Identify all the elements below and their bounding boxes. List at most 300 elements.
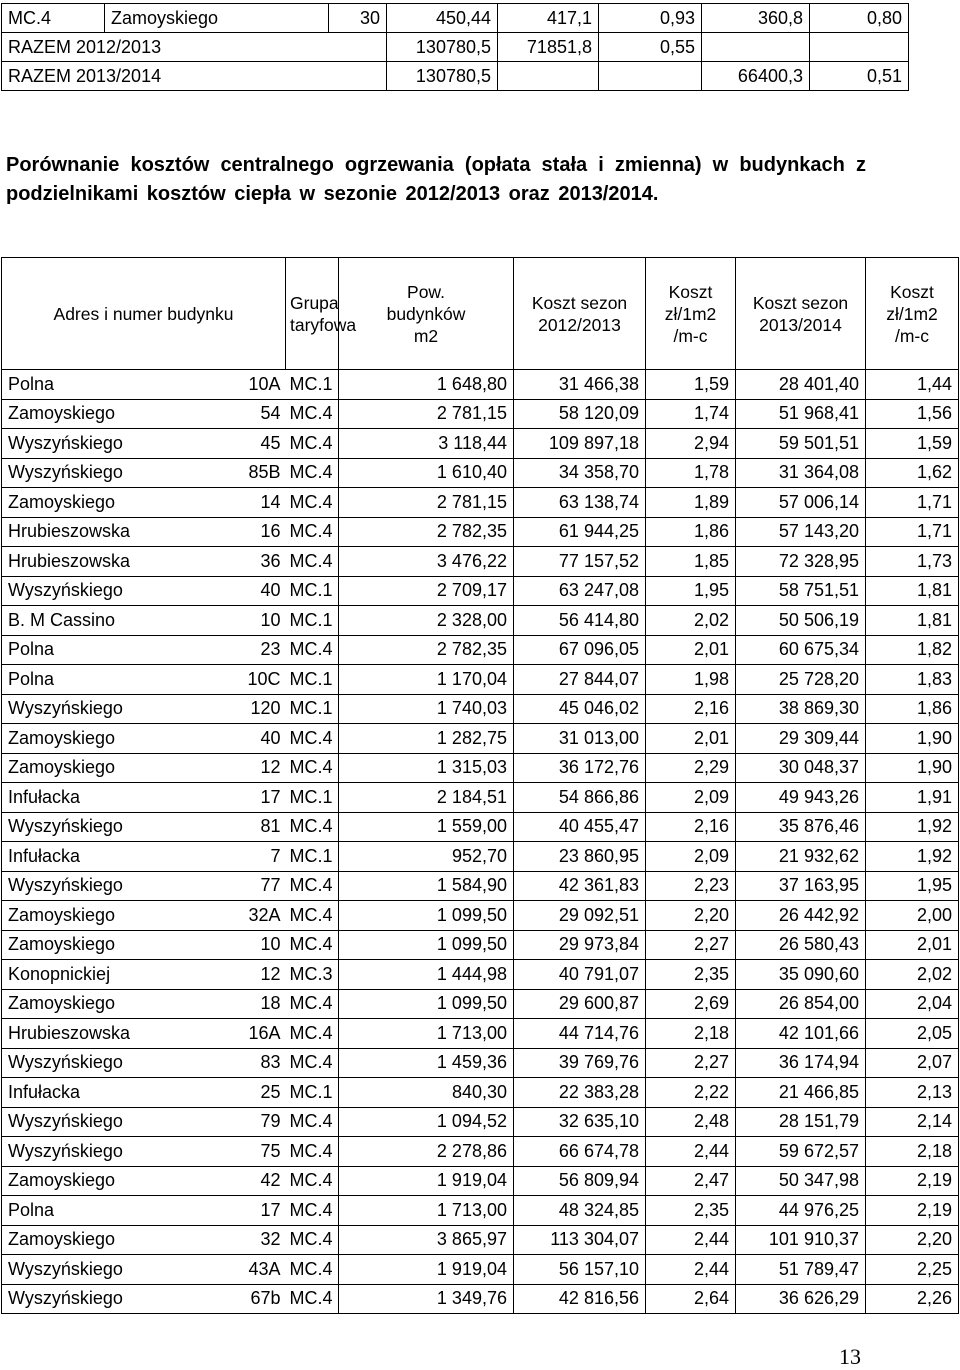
- cell-cost2: 28 401,40: [736, 370, 866, 400]
- cell-rate2: 1,59: [866, 429, 959, 459]
- cell-num: 32: [224, 1225, 286, 1255]
- cell: 130780,5: [387, 33, 498, 62]
- cell-cost2: 31 364,08: [736, 458, 866, 488]
- cell-area: 1 282,75: [339, 724, 514, 754]
- cell-rate1: 2,23: [646, 871, 736, 901]
- summary-row: [2, 62, 909, 91]
- cell-group: MC.3: [286, 960, 339, 990]
- cell-num: 75: [224, 1137, 286, 1167]
- cell-group: MC.4: [286, 1166, 339, 1196]
- cell-street: Wyszyńskiego: [2, 1284, 224, 1314]
- cell-area: 1 584,90: [339, 871, 514, 901]
- cell-cost1: 29 092,51: [514, 901, 646, 931]
- header-cost-2012: Koszt sezon 2012/2013: [514, 258, 646, 370]
- cell-rate1: 1,78: [646, 458, 736, 488]
- cell-rate2: 2,20: [866, 1225, 959, 1255]
- cell-street: Zamoyskiego: [2, 930, 224, 960]
- cell-area: 1 459,36: [339, 1048, 514, 1078]
- cell-group: MC.4: [286, 1107, 339, 1137]
- cell-street: Wyszyńskiego: [2, 1107, 224, 1137]
- table-row: [2, 1137, 959, 1167]
- table-row: [2, 1019, 959, 1049]
- cell-rate1: 2,27: [646, 930, 736, 960]
- cell: 0,80: [810, 4, 909, 33]
- cell-rate1: 2,16: [646, 812, 736, 842]
- cell-street: Zamoyskiego: [2, 901, 224, 931]
- header-row: [2, 258, 959, 370]
- cell-num: 83: [224, 1048, 286, 1078]
- cell-rate1: 2,01: [646, 724, 736, 754]
- cell-rate1: 2,02: [646, 606, 736, 636]
- cell-area: 952,70: [339, 842, 514, 872]
- table-row: [2, 370, 959, 400]
- cell-rate2: 1,71: [866, 488, 959, 518]
- cell-rate2: 1,92: [866, 812, 959, 842]
- cell-group: MC.1: [286, 694, 339, 724]
- cell-area: 1 099,50: [339, 989, 514, 1019]
- cell-street: Hrubieszowska: [2, 547, 224, 577]
- cell: 360,8: [702, 4, 810, 33]
- cell-num: 18: [224, 989, 286, 1019]
- cell: 0,55: [599, 33, 702, 62]
- cell-num: 85B: [224, 458, 286, 488]
- cell-rate1: 2,48: [646, 1107, 736, 1137]
- cell-street: Zamoyskiego: [2, 1225, 224, 1255]
- cell-group: MC.1: [286, 842, 339, 872]
- cell-group: MC.4: [286, 871, 339, 901]
- cell-area: 1 919,04: [339, 1255, 514, 1285]
- cell-area: 2 781,15: [339, 488, 514, 518]
- cell-street: Zamoyskiego: [2, 488, 224, 518]
- cell-rate1: 2,44: [646, 1225, 736, 1255]
- cell-rate1: 1,86: [646, 517, 736, 547]
- cell-cost1: 63 138,74: [514, 488, 646, 518]
- cell-cost1: 56 414,80: [514, 606, 646, 636]
- cell-cost2: 50 506,19: [736, 606, 866, 636]
- cell-cost2: 36 174,94: [736, 1048, 866, 1078]
- cell-rate1: 2,09: [646, 842, 736, 872]
- cell-area: 1 713,00: [339, 1196, 514, 1226]
- cell-rate1: 1,74: [646, 399, 736, 429]
- cell-area: 2 709,17: [339, 576, 514, 606]
- cell: Zamoyskiego: [105, 4, 329, 33]
- cell-rate1: 2,44: [646, 1255, 736, 1285]
- cell-num: 7: [224, 842, 286, 872]
- cell-area: 1 648,80: [339, 370, 514, 400]
- cell-street: Konopnickiej: [2, 960, 224, 990]
- table-row: [2, 1284, 959, 1314]
- table-row: [2, 517, 959, 547]
- cell-rate2: 1,62: [866, 458, 959, 488]
- cell-cost2: 36 626,29: [736, 1284, 866, 1314]
- cell-rate2: 2,04: [866, 989, 959, 1019]
- summary-row: [2, 33, 909, 62]
- cell-group: MC.4: [286, 429, 339, 459]
- cell-rate1: 2,29: [646, 753, 736, 783]
- cell-rate2: 2,25: [866, 1255, 959, 1285]
- cell-area: 3 476,22: [339, 547, 514, 577]
- cell-group: MC.4: [286, 812, 339, 842]
- cell-rate1: 2,69: [646, 989, 736, 1019]
- table-row: [2, 871, 959, 901]
- cell-cost1: 48 324,85: [514, 1196, 646, 1226]
- cell-rate2: 1,56: [866, 399, 959, 429]
- cell-street: Wyszyńskiego: [2, 812, 224, 842]
- cell-group: MC.4: [286, 1137, 339, 1167]
- section-heading: Porównanie kosztów centralnego ogrzewania (opłata stała i zmienna) w budynkach z podzielnikami kosztów ciepła w sezonie 2012/2013 oraz 2013/2014.: [6, 154, 866, 205]
- table-row: [2, 399, 959, 429]
- cell-cost2: 49 943,26: [736, 783, 866, 813]
- cell-rate2: 1,86: [866, 694, 959, 724]
- cell: 71851,8: [498, 33, 599, 62]
- cell-num: 23: [224, 635, 286, 665]
- cell-cost2: 26 442,92: [736, 901, 866, 931]
- cell-rate2: 1,44: [866, 370, 959, 400]
- table-row: [2, 458, 959, 488]
- cell-street: Polna: [2, 635, 224, 665]
- cell-group: MC.4: [286, 1048, 339, 1078]
- cell-street: Zamoyskiego: [2, 399, 224, 429]
- cell-street: Wyszyńskiego: [2, 694, 224, 724]
- cell-cost1: 61 944,25: [514, 517, 646, 547]
- cell-cost2: 50 347,98: [736, 1166, 866, 1196]
- cell-cost1: 39 769,76: [514, 1048, 646, 1078]
- table-row: [2, 901, 959, 931]
- cell-rate2: 2,05: [866, 1019, 959, 1049]
- header-address: Adres i numer budynku: [2, 258, 286, 370]
- cell-cost2: 58 751,51: [736, 576, 866, 606]
- cell-street: Infułacka: [2, 783, 224, 813]
- cell-cost1: 32 635,10: [514, 1107, 646, 1137]
- cost-table: [1, 257, 959, 1314]
- cell-cost2: 21 466,85: [736, 1078, 866, 1108]
- summary-table: [1, 3, 909, 91]
- cell-cost1: 63 247,08: [514, 576, 646, 606]
- cell-group: MC.1: [286, 783, 339, 813]
- cell-cost1: 34 358,70: [514, 458, 646, 488]
- cell-rate2: 2,13: [866, 1078, 959, 1108]
- cell-group: MC.4: [286, 399, 339, 429]
- header-group: Grupa taryfowa: [286, 258, 339, 370]
- cell-area: 1 099,50: [339, 930, 514, 960]
- cell-group: MC.4: [286, 1284, 339, 1314]
- cell-cost2: 72 328,95: [736, 547, 866, 577]
- cell-rate1: 1,89: [646, 488, 736, 518]
- cell-cost1: 54 866,86: [514, 783, 646, 813]
- cell-area: 1 740,03: [339, 694, 514, 724]
- table-row: [2, 1196, 959, 1226]
- cell-cost1: 56 157,10: [514, 1255, 646, 1285]
- cell-cost1: 40 791,07: [514, 960, 646, 990]
- cell-group: MC.4: [286, 547, 339, 577]
- cell-rate1: 2,16: [646, 694, 736, 724]
- cell: [702, 33, 810, 62]
- cell-rate2: 2,00: [866, 901, 959, 931]
- cell-group: MC.4: [286, 635, 339, 665]
- cell-area: 1 713,00: [339, 1019, 514, 1049]
- cell-cost2: 30 048,37: [736, 753, 866, 783]
- cell-num: 14: [224, 488, 286, 518]
- cell-cost2: 57 143,20: [736, 517, 866, 547]
- cell-cost2: 57 006,14: [736, 488, 866, 518]
- table-row: [2, 989, 959, 1019]
- cell-cost2: 28 151,79: [736, 1107, 866, 1137]
- cell-rate2: 1,81: [866, 576, 959, 606]
- cell-cost1: 113 304,07: [514, 1225, 646, 1255]
- table-row: [2, 930, 959, 960]
- cell-rate2: 2,19: [866, 1196, 959, 1226]
- cell-street: Infułacka: [2, 1078, 224, 1108]
- cell-rate1: 2,18: [646, 1019, 736, 1049]
- cell-cost1: 31 466,38: [514, 370, 646, 400]
- summary-row: [2, 4, 909, 33]
- cell-rate1: 1,95: [646, 576, 736, 606]
- cell-rate1: 2,09: [646, 783, 736, 813]
- cell-area: 840,30: [339, 1078, 514, 1108]
- cell-num: 36: [224, 547, 286, 577]
- table-row: [2, 1078, 959, 1108]
- cell-cost2: 35 090,60: [736, 960, 866, 990]
- table-row: [2, 753, 959, 783]
- cell-rate1: 2,35: [646, 960, 736, 990]
- table-row: [2, 606, 959, 636]
- cell-street: Zamoyskiego: [2, 989, 224, 1019]
- cell-area: 1 444,98: [339, 960, 514, 990]
- cell-group: MC.1: [286, 1078, 339, 1108]
- cell-num: 16: [224, 517, 286, 547]
- cell-rate2: 2,26: [866, 1284, 959, 1314]
- cell-num: 10: [224, 606, 286, 636]
- cell-cost1: 31 013,00: [514, 724, 646, 754]
- cell-group: MC.1: [286, 665, 339, 695]
- cell-rate2: 1,83: [866, 665, 959, 695]
- cell-street: Zamoyskiego: [2, 724, 224, 754]
- cell-num: 42: [224, 1166, 286, 1196]
- table-row: [2, 429, 959, 459]
- cell-rate1: 2,94: [646, 429, 736, 459]
- cell-rate2: 2,07: [866, 1048, 959, 1078]
- cell-area: 3 865,97: [339, 1225, 514, 1255]
- table-row: [2, 635, 959, 665]
- cell: 417,1: [498, 4, 599, 33]
- cell-cost1: 40 455,47: [514, 812, 646, 842]
- cell-cost1: 22 383,28: [514, 1078, 646, 1108]
- cell-num: 54: [224, 399, 286, 429]
- cell-area: 2 328,00: [339, 606, 514, 636]
- cell-group: MC.4: [286, 1255, 339, 1285]
- cell-group: MC.4: [286, 901, 339, 931]
- cell-area: 1 094,52: [339, 1107, 514, 1137]
- cell: 450,44: [387, 4, 498, 33]
- cell-cost2: 59 672,57: [736, 1137, 866, 1167]
- cell-street: Wyszyńskiego: [2, 429, 224, 459]
- header-cost-2013: Koszt sezon 2013/2014: [736, 258, 866, 370]
- cell-num: 12: [224, 753, 286, 783]
- cell-street: Polna: [2, 370, 224, 400]
- cell-street: Zamoyskiego: [2, 753, 224, 783]
- cell-num: 10C: [224, 665, 286, 695]
- cell-area: 3 118,44: [339, 429, 514, 459]
- cell-area: 1 315,03: [339, 753, 514, 783]
- cell-group: MC.1: [286, 606, 339, 636]
- cell-num: 77: [224, 871, 286, 901]
- cell-street: Hrubieszowska: [2, 517, 224, 547]
- cell-rate2: 1,73: [866, 547, 959, 577]
- table-row: [2, 694, 959, 724]
- cell-cost1: 23 860,95: [514, 842, 646, 872]
- cell-rate2: 2,01: [866, 930, 959, 960]
- cell-num: 16A: [224, 1019, 286, 1049]
- header-rate-2012: Koszt zł/1m2 /m-c: [646, 258, 736, 370]
- cell-rate1: 2,64: [646, 1284, 736, 1314]
- cell-area: 2 278,86: [339, 1137, 514, 1167]
- cell-area: 1 919,04: [339, 1166, 514, 1196]
- cell-num: 40: [224, 576, 286, 606]
- cell-group: MC.4: [286, 753, 339, 783]
- cell-cost2: 37 163,95: [736, 871, 866, 901]
- cell-num: 67b: [224, 1284, 286, 1314]
- table-row: [2, 1166, 959, 1196]
- cell-num: 17: [224, 1196, 286, 1226]
- cell-street: Hrubieszowska: [2, 1019, 224, 1049]
- cell-group: MC.4: [286, 488, 339, 518]
- cell-num: 79: [224, 1107, 286, 1137]
- cell-cost2: 51 789,47: [736, 1255, 866, 1285]
- cell-cost2: 60 675,34: [736, 635, 866, 665]
- cell-cost1: 56 809,94: [514, 1166, 646, 1196]
- cell-cost1: 36 172,76: [514, 753, 646, 783]
- cell-group: MC.1: [286, 576, 339, 606]
- cell: [599, 62, 702, 91]
- cell-area: 2 782,35: [339, 517, 514, 547]
- cell-group: MC.4: [286, 989, 339, 1019]
- cell-group: MC.4: [286, 458, 339, 488]
- cell-group: MC.4: [286, 1225, 339, 1255]
- cell-rate2: 2,02: [866, 960, 959, 990]
- cell-rate1: 2,22: [646, 1078, 736, 1108]
- cell-cost1: 27 844,07: [514, 665, 646, 695]
- cell-group: MC.4: [286, 930, 339, 960]
- cell-street: Wyszyńskiego: [2, 1137, 224, 1167]
- header-area: Pow. budynków m2: [339, 258, 514, 370]
- cell-area: 2 781,15: [339, 399, 514, 429]
- cell-rate2: 1,71: [866, 517, 959, 547]
- cell-rate2: 1,81: [866, 606, 959, 636]
- cell-group: MC.4: [286, 724, 339, 754]
- table-row: [2, 1255, 959, 1285]
- table-row: [2, 576, 959, 606]
- cell-rate2: 1,90: [866, 753, 959, 783]
- cell-num: 120: [224, 694, 286, 724]
- table-row: [2, 783, 959, 813]
- cell-cost1: 44 714,76: [514, 1019, 646, 1049]
- table-row: [2, 812, 959, 842]
- cell-rate1: 1,59: [646, 370, 736, 400]
- header-rate-2013: Koszt zł/1m2 /m-c: [866, 258, 959, 370]
- cell-cost2: 21 932,62: [736, 842, 866, 872]
- cell-street: Infułacka: [2, 842, 224, 872]
- cell-cost1: 109 897,18: [514, 429, 646, 459]
- cell-cost1: 42 361,83: [514, 871, 646, 901]
- cell: RAZEM 2013/2014: [2, 62, 387, 91]
- cell-cost1: 29 600,87: [514, 989, 646, 1019]
- cell-street: Polna: [2, 665, 224, 695]
- cell-group: MC.4: [286, 1196, 339, 1226]
- cell-rate1: 1,98: [646, 665, 736, 695]
- cell-street: B. M Cassino: [2, 606, 224, 636]
- cell-rate1: 2,47: [646, 1166, 736, 1196]
- cell-street: Wyszyńskiego: [2, 458, 224, 488]
- cell-cost2: 42 101,66: [736, 1019, 866, 1049]
- cell-cost2: 38 869,30: [736, 694, 866, 724]
- cell-area: 1 170,04: [339, 665, 514, 695]
- cell: [498, 62, 599, 91]
- cell-rate2: 1,82: [866, 635, 959, 665]
- cell-area: 2 184,51: [339, 783, 514, 813]
- cell-cost2: 26 580,43: [736, 930, 866, 960]
- cell-street: Zamoyskiego: [2, 1166, 224, 1196]
- table-row: [2, 488, 959, 518]
- cell-cost1: 67 096,05: [514, 635, 646, 665]
- cell-rate1: 2,01: [646, 635, 736, 665]
- cell-num: 10A: [224, 370, 286, 400]
- cell-cost2: 59 501,51: [736, 429, 866, 459]
- table-row: [2, 665, 959, 695]
- cell-cost1: 29 973,84: [514, 930, 646, 960]
- cell-rate2: 1,90: [866, 724, 959, 754]
- cell-street: Wyszyńskiego: [2, 871, 224, 901]
- page-number: 13: [839, 1344, 861, 1369]
- cell-rate1: 2,20: [646, 901, 736, 931]
- cell-cost2: 26 854,00: [736, 989, 866, 1019]
- cell-street: Wyszyńskiego: [2, 1048, 224, 1078]
- cell-rate1: 2,27: [646, 1048, 736, 1078]
- cell-street: Wyszyńskiego: [2, 576, 224, 606]
- cell-rate2: 2,18: [866, 1137, 959, 1167]
- cell: 30: [329, 4, 387, 33]
- cell: 66400,3: [702, 62, 810, 91]
- table-row: [2, 1107, 959, 1137]
- cell-cost2: 101 910,37: [736, 1225, 866, 1255]
- cell-num: 17: [224, 783, 286, 813]
- table-body: [2, 370, 959, 1314]
- cell-cost2: 44 976,25: [736, 1196, 866, 1226]
- cell-cost1: 45 046,02: [514, 694, 646, 724]
- cell-cost2: 51 968,41: [736, 399, 866, 429]
- cell-group: MC.4: [286, 517, 339, 547]
- cell: MC.4: [2, 4, 105, 33]
- cell-cost2: 25 728,20: [736, 665, 866, 695]
- cell-rate2: 2,14: [866, 1107, 959, 1137]
- cell-cost1: 58 120,09: [514, 399, 646, 429]
- cell-cost1: 42 816,56: [514, 1284, 646, 1314]
- cell-num: 12: [224, 960, 286, 990]
- cell-num: 10: [224, 930, 286, 960]
- cell-group: MC.4: [286, 1019, 339, 1049]
- cell-area: 1 559,00: [339, 812, 514, 842]
- cell-area: 1 099,50: [339, 901, 514, 931]
- cell-street: Wyszyńskiego: [2, 1255, 224, 1285]
- cell-num: 32A: [224, 901, 286, 931]
- cell-cost2: 35 876,46: [736, 812, 866, 842]
- cell-num: 40: [224, 724, 286, 754]
- cell-num: 25: [224, 1078, 286, 1108]
- cell-rate2: 2,19: [866, 1166, 959, 1196]
- cell-rate2: 1,92: [866, 842, 959, 872]
- cell-num: 81: [224, 812, 286, 842]
- cell: 130780,5: [387, 62, 498, 91]
- cell-cost1: 77 157,52: [514, 547, 646, 577]
